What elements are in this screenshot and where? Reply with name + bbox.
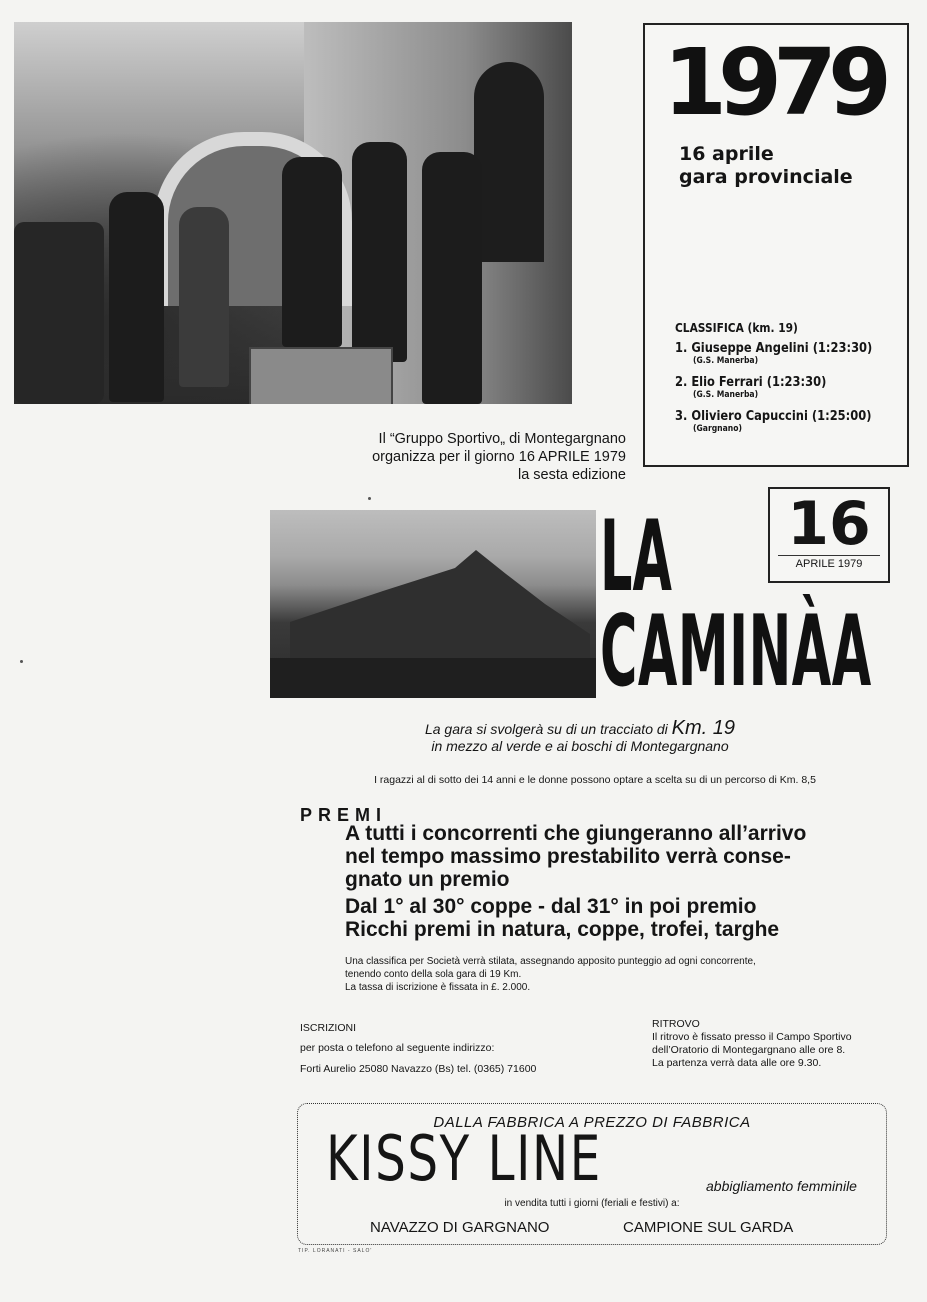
intro-line: la sesta edizione — [517, 467, 626, 483]
photo-podium — [14, 22, 572, 404]
event-title-line1: LA — [600, 500, 672, 614]
year-heading: 1979 — [663, 29, 884, 136]
runner-club: (G.S. Manerba) — [693, 390, 759, 400]
premi-line: nel tempo massimo prestabilito verrà conse- — [345, 845, 791, 868]
runner-name: 3. Oliviero Capuccini (1:25:00) — [675, 408, 872, 424]
premi-title: PREMI — [300, 805, 388, 825]
iscrizioni-section — [300, 1018, 620, 1080]
list-item — [675, 374, 915, 408]
ritrovo-line: dell’Oratorio di Montegargnano alle ore 8. — [652, 1044, 846, 1056]
runner-club: (G.S. Manerba) — [693, 356, 759, 366]
premi-line: gnato un premio — [345, 868, 510, 891]
iscrizioni-heading: ISCRIZIONI — [300, 1022, 357, 1034]
iscrizioni-address: Forti Aurelio 25080 Navazzo (Bs) tel. (0365) 71600 — [300, 1063, 537, 1075]
ad-location: CAMPIONE SUL GARDA — [623, 1219, 794, 1236]
ad-slogan: DALLA FABBRICA A PREZZO DI FABBRICA — [433, 1114, 751, 1131]
date-box — [768, 487, 890, 583]
runner-club: (Gargnano) — [693, 424, 742, 434]
intro-line: organizza per il giorno 16 APRILE 1979 — [372, 449, 626, 465]
date-month-year: APRILE 1979 — [778, 555, 880, 570]
ritrovo-line: Il ritrovo è fissato presso il Campo Sportivo — [652, 1031, 852, 1043]
course-text: in mezzo al verde e ai boschi di Montegargnano — [431, 738, 729, 754]
ad-sale-note: in vendita tutti i giorni (feriali e festivi) a: — [504, 1198, 680, 1209]
premi-body — [345, 822, 905, 941]
premi-line: Dal 1° al 30° coppe - dal 31° in poi premio — [345, 895, 757, 918]
decorative-dot — [368, 497, 371, 500]
ritrovo-section — [652, 1018, 912, 1070]
classifica-title: CLASSIFICA (km. 19) — [675, 320, 798, 335]
date-line: 16 aprile — [679, 143, 774, 165]
intro-line: Il “Gruppo Sportivo„ di Montegargnano — [378, 431, 626, 447]
photo-landscape — [270, 510, 596, 698]
date-day: 16 — [787, 489, 871, 559]
ranking-list — [675, 340, 915, 442]
iscrizioni-line: per posta o telefono al seguente indirizzo: — [300, 1042, 495, 1054]
advertisement — [297, 1103, 887, 1245]
list-item — [675, 340, 915, 374]
ad-brand: KISSY LINE — [326, 1122, 602, 1195]
note-line: Una classifica per Società verrà stilata, assegnando apposito punteggio ad ogni concorrente, — [345, 956, 756, 967]
kids-note: I ragazzi al di sotto dei 14 anni e le donne possono optare a scelta su di un percorso di Km. 8,5 — [374, 774, 816, 786]
intro-text — [272, 430, 626, 484]
runner-name: 2. Elio Ferrari (1:23:30) — [675, 374, 827, 390]
ad-tagline: abbigliamento femminile — [706, 1178, 857, 1194]
ritrovo-line: La partenza verrà data alle ore 9.30. — [652, 1057, 822, 1069]
printer-credit: TIP. LORANATI - SALO' — [298, 1248, 373, 1254]
course-distance: Km. 19 — [671, 717, 736, 739]
decorative-dot — [20, 660, 23, 663]
premi-line: Ricchi premi in natura, coppe, trofei, targhe — [345, 918, 780, 941]
results-box — [643, 23, 909, 467]
ad-location: NAVAZZO DI GARGNANO — [370, 1219, 550, 1236]
note-line: tenendo conto della sola gara di 19 Km. — [345, 969, 522, 980]
society-note — [345, 955, 890, 994]
course-description — [300, 717, 860, 755]
ritrovo-heading: RITROVO — [652, 1018, 700, 1030]
course-text: La gara si svolgerà su di un tracciato di — [424, 721, 672, 737]
event-title-line2: CAMINÀA — [600, 595, 872, 709]
race-type: gara provinciale — [679, 166, 853, 188]
list-item — [675, 408, 915, 442]
note-line: La tassa di iscrizione è fissata in £. 2.000. — [345, 982, 531, 993]
runner-name: 1. Giuseppe Angelini (1:23:30) — [675, 340, 873, 356]
race-date — [679, 143, 853, 189]
premi-line: A tutti i concorrenti che giungeranno all’arrivo — [345, 822, 807, 845]
